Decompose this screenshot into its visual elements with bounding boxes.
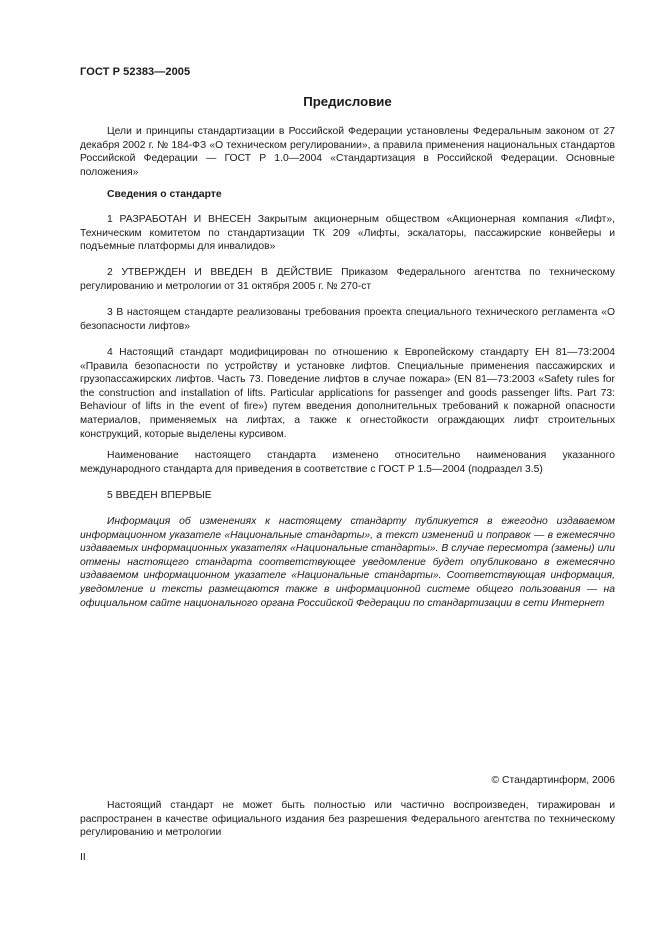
item-name-change: Наименование настоящего стандарта изменено относительно наименования указанного международного стандарта для приведения в соответствие с ГОСТ Р 1.5—2004 (подраздел 3.5) <box>80 450 615 475</box>
item-developed-by: 1 РАЗРАБОТАН И ВНЕСЕН Закрытым акционерным обществом «Акционерная компания «Лифт», Техническим комитетом по стандартизации ТК 209 «Лифты, эскалаторы, пассажирские конвейеры и подъемные платформы для инвалидов» <box>80 214 615 253</box>
item-approved: 2 УТВЕРЖДЕН И ВВЕДЕН В ДЕЙСТВИЕ Приказом Федерального агентства по техническому регулированию и метрологии от 31 октября 2005 г. № 270-ст <box>80 267 615 292</box>
item-first-introduced: 5 ВВЕДЕН ВПЕРВЫЕ <box>107 490 212 501</box>
document-code: ГОСТ Р 52383—2005 <box>80 66 191 78</box>
item-modified: 4 Настоящий стандарт модифицирован по отношению к Европейскому стандарту ЕН 81—73:2004 «Правила безопасности по устройству и установке лифтов. Специальные применения пассажирских и грузопассажирских лифтов. Часть 73. Поведение лифтов в случае пожара» (EN 81—73:2003 «Safety rules for the construction and installation of lifts. Particular applications for passenger and goods passenger lifts. Part 73: Behaviour of lifts in the event of fire») путем введения дополнительных требований к пожарной опасности материалов, применяемых на лифтах, а также к огнестойкости ограждающих лифт строительных конструкций, которые выделены курсивом. <box>80 347 615 440</box>
page-title: Предисловие <box>303 94 392 109</box>
page-number: II <box>80 852 86 863</box>
item-requirements: 3 В настоящем стандарте реализованы требования проекта специального технического регламента «О безопасности лифтов» <box>80 307 615 332</box>
section-heading: Сведения о стандарте <box>107 189 222 200</box>
intro-paragraph: Цели и принципы стандартизации в Российской Федерации установлены Федеральным законом от 27 декабря 2002 г. № 184-ФЗ «О техническом регулировании», а правила применения национальных стандартов Российской Федерации — ГОСТ Р 1.0—2004 «Стандартизация в Российской Федерации. Основные положения» <box>80 126 615 178</box>
copyright-line: © Стандартинформ, 2006 <box>491 775 615 786</box>
reproduction-notice: Настоящий стандарт не может быть полностью или частично воспроизведен, тиражирован и распространен в качестве официального издания без разрешения Федерального агентства по техническому регулированию и метрологии <box>80 800 615 839</box>
info-notice: Информация об изменениях к настоящему стандарту публикуется в ежегодно издаваемом информационном указателе «Национальные стандарты», а текст изменений и поправок — в ежемесячно издаваемых информационных указателях «Национальные стандарты». В случае пересмотра (замены) или отмены настоящего стандарта соответствующее уведомление будет опубликовано в ежемесячно издаваемом информационном указателе «Национальные стандарты». Соответствующая информация, уведомление и тексты размещаются также в информационной системе общего пользования — на официальном сайте национального органа Российской Федерации по стандартизации в сети Интернет <box>80 516 615 609</box>
